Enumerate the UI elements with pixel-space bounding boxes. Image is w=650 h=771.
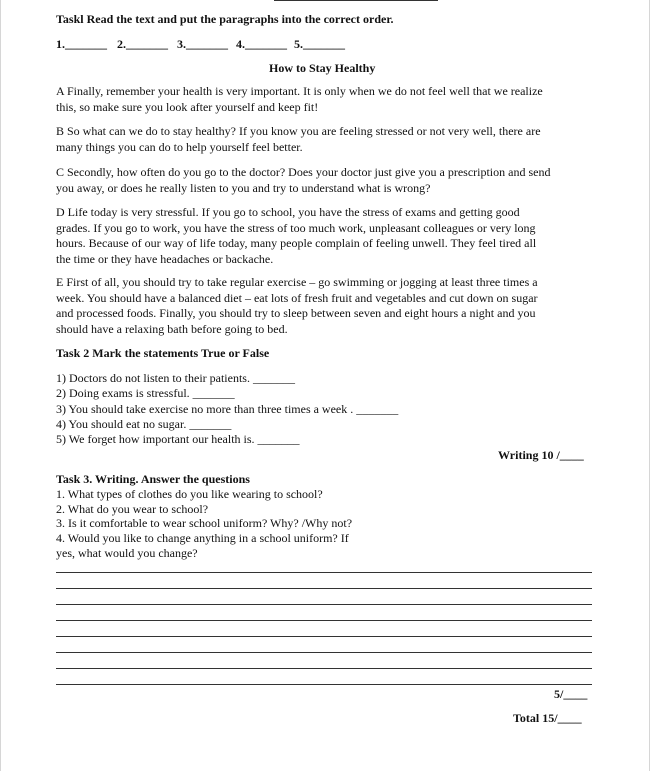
statement-3: 3) You should take exercise no more than three times a week . _______ [56, 402, 399, 416]
paragraph-line: C Secondly, how often do you go to the doctor? Does your doctor just give you a prescription and send [56, 165, 551, 179]
question-3: 3. Is it comfortable to wear school uniform? Why? /Why not? [56, 516, 353, 530]
answer-line[interactable] [56, 668, 592, 669]
answer-line[interactable] [56, 652, 592, 653]
paragraph-line: A Finally, remember your health is very important. It is only when we do not feel well that we realize [56, 84, 543, 98]
paragraph-line: week. You should have a balanced diet – eat lots of fresh fruit and vegetables and cut down on sugar [56, 290, 538, 305]
order-blank-1: 1._______ [56, 37, 107, 51]
answer-line[interactable] [56, 636, 592, 637]
answer-line[interactable] [56, 684, 592, 685]
paragraph-line: hours. Because of our way of life today, many people complain of feeling unwell. They feel tired all [56, 236, 537, 250]
paragraph-line: many things you can do to help yourself feel better. [56, 139, 303, 154]
writing-score: Writing 10 /____ [498, 448, 584, 462]
answer-line[interactable] [56, 604, 592, 605]
statement-5: 5) We forget how important our health is. _______ [56, 432, 300, 446]
order-blank-2: 2._______ [117, 37, 168, 51]
paragraph-e [56, 275, 596, 337]
paragraph-line: this, so make sure you look after yourself and keep fit! [56, 99, 319, 114]
paragraph-b [56, 124, 596, 155]
task1-heading: Taskl Read the text and put the paragraphs into the correct order. [56, 12, 394, 26]
question-2: 2. What do you wear to school? [56, 502, 209, 516]
paragraph-line: the time or they have headaches or backache. [56, 251, 274, 266]
question-4-continued: yes, what would you change? [56, 546, 198, 560]
total-score: Total 15/____ [513, 711, 582, 725]
statement-2: 2) Doing exams is stressful. _______ [56, 386, 235, 400]
task2-heading: Task 2 Mark the statements True or False [56, 346, 270, 360]
question-4: 4. Would you like to change anything in a school uniform? If [56, 531, 349, 545]
paragraph-d [56, 205, 596, 267]
task3-heading: Task 3. Writing. Answer the questions [56, 472, 250, 486]
paragraph-a [56, 84, 596, 115]
text-title: How to Stay Healthy [269, 61, 376, 75]
answer-line[interactable] [56, 572, 592, 573]
paragraph-line: E First of all, you should try to take regular exercise – go swimming or jogging at least three times a [56, 275, 538, 289]
paragraph-line: you away, or does he really listen to you and try to understand what is wrong? [56, 180, 431, 195]
order-blank-5: 5._______ [294, 37, 345, 51]
paragraph-line: and processed foods. Finally, you should try to sleep between seven and eight hours a night and you [56, 306, 536, 320]
paragraph-line: D Life today is very stressful. If you go to school, you have the stress of exams and getting good [56, 205, 520, 219]
paragraph-line: B So what can we do to stay healthy? If you know you are feeling stressed or not very well, there are [56, 124, 541, 138]
question-1: 1. What types of clothes do you like wearing to school? [56, 487, 323, 501]
statement-1: 1) Doctors do not listen to their patients. _______ [56, 371, 295, 385]
top-rule [274, 0, 438, 1]
order-blank-4: 4._______ [236, 37, 287, 51]
paragraph-line: grades. If you go to work, you have the stress of too much work, unpleasant colleagues or very long [56, 220, 536, 235]
answer-line[interactable] [56, 588, 592, 589]
task3-score: 5/____ [554, 687, 588, 701]
order-blank-3: 3._______ [177, 37, 228, 51]
paragraph-c [56, 165, 596, 196]
paragraph-line: should have a relaxing bath before going to bed. [56, 321, 288, 336]
answer-line[interactable] [56, 620, 592, 621]
statement-4: 4) You should eat no sugar. _______ [56, 417, 232, 431]
